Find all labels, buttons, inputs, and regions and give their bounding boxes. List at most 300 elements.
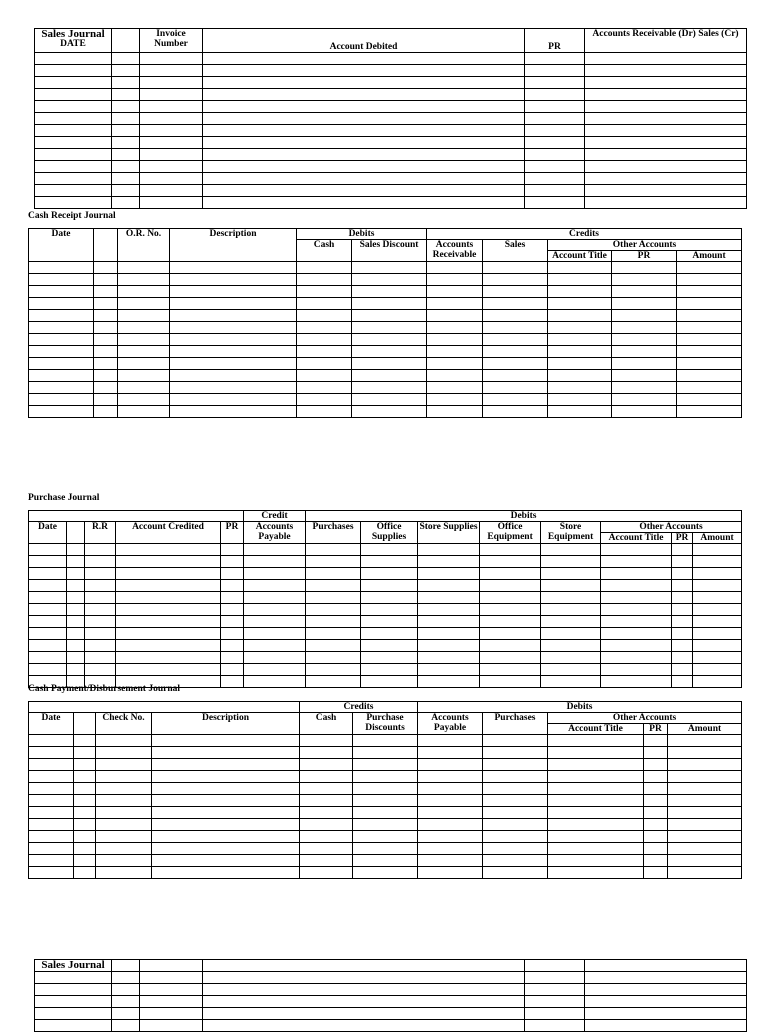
table-cell[interactable] (203, 77, 525, 89)
table-cell[interactable] (29, 310, 94, 322)
table-cell[interactable] (221, 592, 244, 604)
table-cell[interactable] (306, 640, 361, 652)
table-cell[interactable] (612, 346, 677, 358)
table-cell[interactable] (170, 286, 297, 298)
table-cell[interactable] (548, 783, 644, 795)
table-cell[interactable] (35, 197, 112, 209)
table-cell[interactable] (548, 370, 612, 382)
table-cell[interactable] (29, 807, 74, 819)
table-cell[interactable] (306, 544, 361, 556)
table-cell[interactable] (525, 197, 585, 209)
table-cell[interactable] (300, 807, 353, 819)
table-cell[interactable] (548, 831, 644, 843)
table-cell[interactable] (203, 173, 525, 185)
table-cell[interactable] (352, 334, 427, 346)
table-cell[interactable] (74, 867, 96, 879)
table-cell[interactable] (677, 370, 742, 382)
table-cell[interactable] (96, 783, 152, 795)
table-cell[interactable] (221, 616, 244, 628)
table-cell[interactable] (672, 676, 693, 688)
table-cell[interactable] (118, 394, 170, 406)
table-cell[interactable] (483, 819, 548, 831)
table-cell[interactable] (118, 298, 170, 310)
table-cell[interactable] (140, 53, 203, 65)
table-cell[interactable] (96, 747, 152, 759)
table-cell[interactable] (353, 831, 418, 843)
table-cell[interactable] (672, 592, 693, 604)
table-cell[interactable] (644, 771, 668, 783)
table-cell[interactable] (585, 173, 747, 185)
table-cell[interactable] (116, 556, 221, 568)
table-cell[interactable] (612, 298, 677, 310)
table-cell[interactable] (112, 1008, 140, 1020)
table-cell[interactable] (601, 544, 672, 556)
table-cell[interactable] (118, 322, 170, 334)
table-cell[interactable] (361, 676, 418, 688)
table-cell[interactable] (612, 322, 677, 334)
table-cell[interactable] (67, 592, 85, 604)
table-cell[interactable] (74, 843, 96, 855)
table-cell[interactable] (427, 394, 483, 406)
table-cell[interactable] (29, 274, 94, 286)
table-cell[interactable] (418, 640, 480, 652)
table-cell[interactable] (601, 676, 672, 688)
table-cell[interactable] (418, 604, 480, 616)
table-cell[interactable] (140, 113, 203, 125)
table-cell[interactable] (548, 310, 612, 322)
table-cell[interactable] (221, 640, 244, 652)
table-cell[interactable] (29, 604, 67, 616)
table-cell[interactable] (418, 676, 480, 688)
table-cell[interactable] (361, 652, 418, 664)
table-cell[interactable] (94, 262, 118, 274)
table-cell[interactable] (306, 652, 361, 664)
table-cell[interactable] (353, 855, 418, 867)
table-cell[interactable] (35, 53, 112, 65)
table-cell[interactable] (525, 149, 585, 161)
table-cell[interactable] (140, 89, 203, 101)
table-cell[interactable] (170, 346, 297, 358)
table-cell[interactable] (483, 322, 548, 334)
table-cell[interactable] (548, 382, 612, 394)
table-cell[interactable] (140, 161, 203, 173)
table-cell[interactable] (29, 759, 74, 771)
table-cell[interactable] (548, 322, 612, 334)
table-cell[interactable] (297, 382, 352, 394)
table-cell[interactable] (693, 580, 742, 592)
table-cell[interactable] (94, 286, 118, 298)
table-cell[interactable] (29, 556, 67, 568)
table-cell[interactable] (418, 628, 480, 640)
table-cell[interactable] (352, 370, 427, 382)
table-cell[interactable] (244, 664, 306, 676)
table-cell[interactable] (548, 406, 612, 418)
table-cell[interactable] (525, 113, 585, 125)
table-cell[interactable] (152, 747, 300, 759)
table-cell[interactable] (601, 616, 672, 628)
table-cell[interactable] (525, 65, 585, 77)
table-cell[interactable] (418, 795, 483, 807)
table-cell[interactable] (672, 628, 693, 640)
table-cell[interactable] (361, 640, 418, 652)
table-cell[interactable] (525, 185, 585, 197)
table-cell[interactable] (85, 556, 116, 568)
table-cell[interactable] (418, 855, 483, 867)
table-cell[interactable] (74, 855, 96, 867)
table-cell[interactable] (352, 322, 427, 334)
table-cell[interactable] (418, 664, 480, 676)
table-cell[interactable] (74, 759, 96, 771)
table-cell[interactable] (483, 795, 548, 807)
table-cell[interactable] (480, 664, 541, 676)
table-cell[interactable] (601, 628, 672, 640)
table-cell[interactable] (677, 358, 742, 370)
table-cell[interactable] (418, 783, 483, 795)
table-cell[interactable] (427, 286, 483, 298)
table-cell[interactable] (29, 640, 67, 652)
table-cell[interactable] (170, 394, 297, 406)
table-cell[interactable] (525, 137, 585, 149)
table-cell[interactable] (300, 867, 353, 879)
table-cell[interactable] (152, 771, 300, 783)
table-cell[interactable] (418, 735, 483, 747)
table-cell[interactable] (116, 580, 221, 592)
table-cell[interactable] (29, 843, 74, 855)
table-cell[interactable] (35, 125, 112, 137)
table-cell[interactable] (74, 747, 96, 759)
table-cell[interactable] (418, 544, 480, 556)
table-cell[interactable] (94, 334, 118, 346)
table-cell[interactable] (668, 735, 742, 747)
table-cell[interactable] (112, 101, 140, 113)
table-cell[interactable] (170, 406, 297, 418)
table-cell[interactable] (693, 640, 742, 652)
table-cell[interactable] (85, 664, 116, 676)
table-cell[interactable] (29, 370, 94, 382)
table-cell[interactable] (94, 346, 118, 358)
table-cell[interactable] (352, 406, 427, 418)
table-cell[interactable] (35, 996, 112, 1008)
table-cell[interactable] (677, 298, 742, 310)
table-cell[interactable] (29, 544, 67, 556)
table-cell[interactable] (548, 843, 644, 855)
table-cell[interactable] (221, 568, 244, 580)
table-cell[interactable] (483, 346, 548, 358)
table-cell[interactable] (297, 346, 352, 358)
table-cell[interactable] (418, 819, 483, 831)
table-cell[interactable] (244, 676, 306, 688)
table-cell[interactable] (118, 382, 170, 394)
table-cell[interactable] (221, 556, 244, 568)
table-cell[interactable] (152, 867, 300, 879)
table-cell[interactable] (112, 984, 140, 996)
table-cell[interactable] (548, 286, 612, 298)
table-cell[interactable] (644, 819, 668, 831)
table-cell[interactable] (140, 125, 203, 137)
table-cell[interactable] (361, 616, 418, 628)
table-cell[interactable] (668, 831, 742, 843)
table-cell[interactable] (300, 819, 353, 831)
table-cell[interactable] (140, 1020, 203, 1032)
table-cell[interactable] (244, 592, 306, 604)
table-cell[interactable] (541, 640, 601, 652)
table-cell[interactable] (361, 556, 418, 568)
table-cell[interactable] (112, 89, 140, 101)
table-cell[interactable] (548, 747, 644, 759)
table-cell[interactable] (353, 819, 418, 831)
table-cell[interactable] (29, 831, 74, 843)
table-cell[interactable] (35, 113, 112, 125)
table-cell[interactable] (170, 358, 297, 370)
table-cell[interactable] (300, 735, 353, 747)
table-cell[interactable] (244, 616, 306, 628)
table-cell[interactable] (29, 394, 94, 406)
table-cell[interactable] (74, 807, 96, 819)
table-cell[interactable] (29, 867, 74, 879)
table-cell[interactable] (29, 771, 74, 783)
table-cell[interactable] (483, 855, 548, 867)
table-cell[interactable] (644, 735, 668, 747)
table-cell[interactable] (29, 334, 94, 346)
table-cell[interactable] (152, 759, 300, 771)
table-cell[interactable] (300, 831, 353, 843)
table-cell[interactable] (170, 274, 297, 286)
table-cell[interactable] (677, 346, 742, 358)
table-cell[interactable] (427, 298, 483, 310)
table-cell[interactable] (668, 807, 742, 819)
table-cell[interactable] (116, 652, 221, 664)
table-cell[interactable] (525, 984, 585, 996)
table-cell[interactable] (418, 867, 483, 879)
table-cell[interactable] (353, 759, 418, 771)
table-cell[interactable] (85, 652, 116, 664)
table-cell[interactable] (585, 1020, 747, 1032)
table-cell[interactable] (118, 370, 170, 382)
table-cell[interactable] (306, 556, 361, 568)
table-cell[interactable] (152, 831, 300, 843)
table-cell[interactable] (29, 262, 94, 274)
table-cell[interactable] (67, 640, 85, 652)
table-cell[interactable] (300, 843, 353, 855)
table-cell[interactable] (96, 807, 152, 819)
table-cell[interactable] (693, 652, 742, 664)
table-cell[interactable] (221, 580, 244, 592)
table-cell[interactable] (585, 972, 747, 984)
table-cell[interactable] (140, 197, 203, 209)
table-cell[interactable] (612, 370, 677, 382)
table-cell[interactable] (427, 406, 483, 418)
table-cell[interactable] (693, 568, 742, 580)
table-cell[interactable] (29, 298, 94, 310)
table-cell[interactable] (203, 65, 525, 77)
table-cell[interactable] (541, 604, 601, 616)
table-cell[interactable] (352, 394, 427, 406)
table-cell[interactable] (203, 101, 525, 113)
table-cell[interactable] (112, 1020, 140, 1032)
table-cell[interactable] (585, 197, 747, 209)
table-cell[interactable] (677, 382, 742, 394)
table-cell[interactable] (85, 604, 116, 616)
table-cell[interactable] (483, 394, 548, 406)
table-cell[interactable] (352, 358, 427, 370)
table-cell[interactable] (244, 580, 306, 592)
table-cell[interactable] (548, 298, 612, 310)
table-cell[interactable] (94, 406, 118, 418)
table-cell[interactable] (483, 406, 548, 418)
table-cell[interactable] (693, 544, 742, 556)
table-cell[interactable] (300, 855, 353, 867)
table-cell[interactable] (94, 310, 118, 322)
table-cell[interactable] (548, 334, 612, 346)
table-cell[interactable] (541, 580, 601, 592)
table-cell[interactable] (612, 358, 677, 370)
table-cell[interactable] (85, 580, 116, 592)
table-cell[interactable] (548, 819, 644, 831)
table-cell[interactable] (118, 310, 170, 322)
table-cell[interactable] (306, 592, 361, 604)
table-cell[interactable] (418, 807, 483, 819)
table-cell[interactable] (244, 556, 306, 568)
table-cell[interactable] (585, 137, 747, 149)
table-cell[interactable] (35, 1008, 112, 1020)
table-cell[interactable] (541, 628, 601, 640)
table-cell[interactable] (112, 113, 140, 125)
table-cell[interactable] (29, 616, 67, 628)
table-cell[interactable] (612, 286, 677, 298)
table-cell[interactable] (585, 65, 747, 77)
table-cell[interactable] (483, 807, 548, 819)
table-cell[interactable] (353, 867, 418, 879)
table-cell[interactable] (361, 592, 418, 604)
table-cell[interactable] (672, 580, 693, 592)
table-cell[interactable] (585, 77, 747, 89)
table-cell[interactable] (677, 394, 742, 406)
table-cell[interactable] (118, 346, 170, 358)
table-cell[interactable] (483, 370, 548, 382)
table-cell[interactable] (483, 759, 548, 771)
table-cell[interactable] (361, 544, 418, 556)
table-cell[interactable] (548, 735, 644, 747)
table-cell[interactable] (140, 173, 203, 185)
table-cell[interactable] (74, 771, 96, 783)
table-cell[interactable] (244, 568, 306, 580)
table-cell[interactable] (548, 262, 612, 274)
table-cell[interactable] (112, 137, 140, 149)
table-cell[interactable] (668, 843, 742, 855)
table-cell[interactable] (353, 771, 418, 783)
table-cell[interactable] (300, 747, 353, 759)
table-cell[interactable] (96, 759, 152, 771)
table-cell[interactable] (668, 759, 742, 771)
table-cell[interactable] (585, 89, 747, 101)
table-cell[interactable] (541, 652, 601, 664)
table-cell[interactable] (29, 664, 67, 676)
table-cell[interactable] (418, 556, 480, 568)
table-cell[interactable] (612, 262, 677, 274)
table-cell[interactable] (548, 855, 644, 867)
table-cell[interactable] (96, 855, 152, 867)
table-cell[interactable] (29, 358, 94, 370)
table-cell[interactable] (297, 334, 352, 346)
table-cell[interactable] (94, 394, 118, 406)
table-cell[interactable] (85, 616, 116, 628)
table-cell[interactable] (67, 616, 85, 628)
table-cell[interactable] (483, 358, 548, 370)
table-cell[interactable] (35, 972, 112, 984)
table-cell[interactable] (203, 972, 525, 984)
table-cell[interactable] (644, 747, 668, 759)
table-cell[interactable] (612, 274, 677, 286)
table-cell[interactable] (116, 604, 221, 616)
table-cell[interactable] (525, 125, 585, 137)
table-cell[interactable] (116, 544, 221, 556)
table-cell[interactable] (118, 274, 170, 286)
table-cell[interactable] (480, 640, 541, 652)
table-cell[interactable] (203, 53, 525, 65)
table-cell[interactable] (480, 652, 541, 664)
table-cell[interactable] (668, 783, 742, 795)
table-cell[interactable] (353, 735, 418, 747)
table-cell[interactable] (585, 113, 747, 125)
table-cell[interactable] (352, 286, 427, 298)
table-cell[interactable] (353, 795, 418, 807)
table-cell[interactable] (541, 664, 601, 676)
table-cell[interactable] (112, 185, 140, 197)
table-cell[interactable] (203, 137, 525, 149)
table-cell[interactable] (418, 843, 483, 855)
table-cell[interactable] (418, 771, 483, 783)
table-cell[interactable] (35, 1020, 112, 1032)
table-cell[interactable] (35, 89, 112, 101)
table-cell[interactable] (140, 185, 203, 197)
table-cell[interactable] (29, 783, 74, 795)
table-cell[interactable] (152, 819, 300, 831)
table-cell[interactable] (672, 652, 693, 664)
table-cell[interactable] (140, 996, 203, 1008)
table-cell[interactable] (306, 604, 361, 616)
table-cell[interactable] (112, 197, 140, 209)
table-cell[interactable] (118, 286, 170, 298)
table-cell[interactable] (480, 544, 541, 556)
table-cell[interactable] (418, 568, 480, 580)
table-cell[interactable] (203, 1008, 525, 1020)
table-cell[interactable] (67, 544, 85, 556)
table-cell[interactable] (29, 735, 74, 747)
table-cell[interactable] (35, 185, 112, 197)
table-cell[interactable] (601, 652, 672, 664)
table-cell[interactable] (525, 173, 585, 185)
table-cell[interactable] (541, 592, 601, 604)
table-cell[interactable] (116, 628, 221, 640)
table-cell[interactable] (306, 616, 361, 628)
table-cell[interactable] (152, 735, 300, 747)
table-cell[interactable] (361, 664, 418, 676)
table-cell[interactable] (483, 286, 548, 298)
table-cell[interactable] (525, 89, 585, 101)
table-cell[interactable] (297, 298, 352, 310)
table-cell[interactable] (94, 298, 118, 310)
table-cell[interactable] (221, 604, 244, 616)
table-cell[interactable] (483, 867, 548, 879)
table-cell[interactable] (170, 382, 297, 394)
table-cell[interactable] (96, 795, 152, 807)
table-cell[interactable] (418, 831, 483, 843)
table-cell[interactable] (677, 274, 742, 286)
table-cell[interactable] (601, 640, 672, 652)
table-cell[interactable] (96, 735, 152, 747)
table-cell[interactable] (668, 795, 742, 807)
table-cell[interactable] (140, 972, 203, 984)
